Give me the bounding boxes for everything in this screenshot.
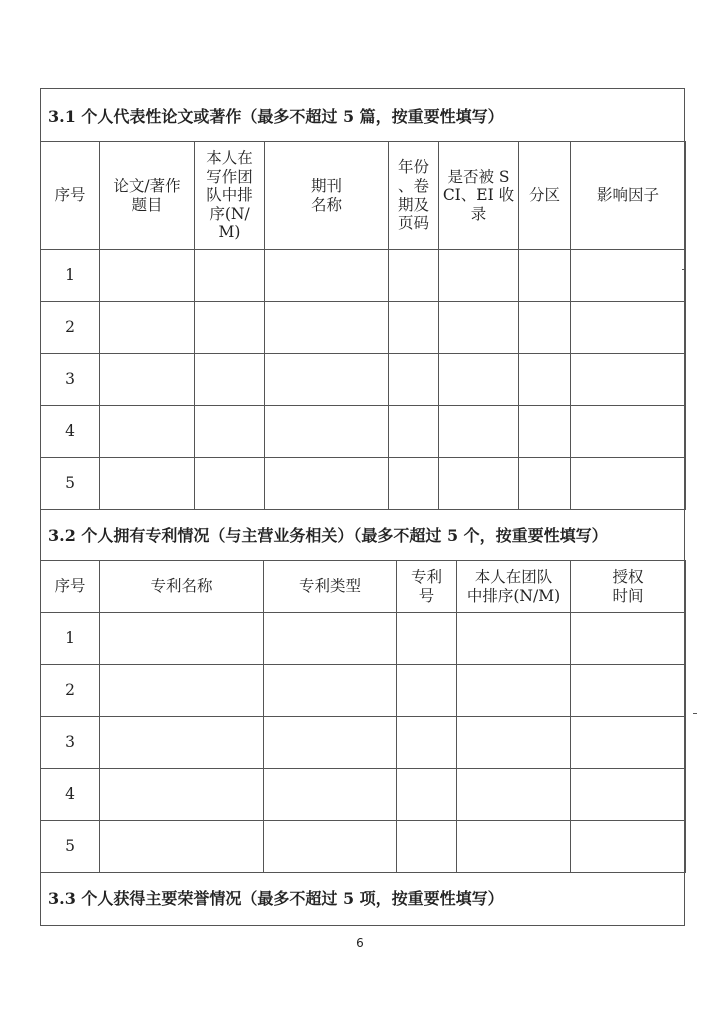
cell-input[interactable] (100, 406, 195, 458)
cell-input[interactable] (571, 354, 686, 406)
cell-input[interactable] (571, 821, 686, 873)
row-index: 1 (41, 250, 100, 302)
patents-header-row (41, 561, 686, 613)
cell-input[interactable] (439, 302, 519, 354)
table-row (41, 250, 686, 302)
table-row (41, 717, 686, 769)
cell-input[interactable] (265, 458, 389, 510)
cell-input[interactable] (100, 769, 264, 821)
cell-input[interactable] (519, 354, 571, 406)
scan-mark (682, 269, 686, 270)
cell-input[interactable] (100, 665, 264, 717)
table-row (41, 458, 686, 510)
cell-input[interactable] (100, 613, 264, 665)
cell-input[interactable] (195, 302, 265, 354)
cell-input[interactable] (571, 406, 686, 458)
cell-input[interactable] (519, 250, 571, 302)
col-header-patent-name: 专利名称 (100, 561, 264, 613)
cell-input[interactable] (265, 250, 389, 302)
cell-input[interactable] (439, 250, 519, 302)
papers-table (40, 141, 686, 510)
col-header-zone: 分区 (519, 142, 571, 250)
cell-input[interactable] (100, 821, 264, 873)
cell-input[interactable] (571, 665, 686, 717)
cell-input[interactable] (397, 665, 457, 717)
cell-input[interactable] (439, 406, 519, 458)
cell-input[interactable] (389, 250, 439, 302)
scan-mark (693, 713, 697, 714)
row-index: 5 (41, 458, 100, 510)
col-header-team-rank: 本人在团队 中排序(N/M) (457, 561, 571, 613)
cell-input[interactable] (389, 302, 439, 354)
cell-input[interactable] (519, 458, 571, 510)
cell-input[interactable] (571, 769, 686, 821)
cell-input[interactable] (265, 302, 389, 354)
cell-input[interactable] (265, 406, 389, 458)
col-header-paper-title: 论文/著作 题目 (100, 142, 195, 250)
cell-input[interactable] (265, 354, 389, 406)
cell-input[interactable] (264, 821, 397, 873)
col-header-indexed: 是否被 S CI、EI 收 录 (439, 142, 519, 250)
col-header-index: 序号 (41, 142, 100, 250)
cell-input[interactable] (264, 717, 397, 769)
page-number: 6 (356, 936, 364, 950)
papers-header-row (41, 142, 686, 250)
cell-input[interactable] (195, 354, 265, 406)
cell-input[interactable] (397, 613, 457, 665)
cell-input[interactable] (571, 302, 686, 354)
cell-input[interactable] (571, 613, 686, 665)
row-index: 3 (41, 354, 100, 406)
cell-input[interactable] (100, 302, 195, 354)
row-index: 2 (41, 302, 100, 354)
cell-input[interactable] (439, 354, 519, 406)
cell-input[interactable] (397, 821, 457, 873)
cell-input[interactable] (100, 717, 264, 769)
cell-input[interactable] (519, 406, 571, 458)
cell-input[interactable] (439, 458, 519, 510)
section-3-1-title: 3.1 个人代表性论文或著作（最多不超过 5 篇，按重要性填写） (48, 106, 504, 126)
row-index: 2 (41, 665, 100, 717)
row-index: 1 (41, 613, 100, 665)
section-3-3-title: 3.3 个人获得主要荣誉情况（最多不超过 5 项，按重要性填写） (48, 888, 504, 908)
cell-input[interactable] (571, 717, 686, 769)
cell-input[interactable] (571, 458, 686, 510)
col-header-index: 序号 (41, 561, 100, 613)
table-row (41, 354, 686, 406)
cell-input[interactable] (195, 406, 265, 458)
row-index: 3 (41, 717, 100, 769)
row-index: 4 (41, 769, 100, 821)
cell-input[interactable] (571, 250, 686, 302)
cell-input[interactable] (519, 302, 571, 354)
table-row (41, 406, 686, 458)
table-row (41, 665, 686, 717)
cell-input[interactable] (457, 665, 571, 717)
col-header-impact-factor: 影响因子 (571, 142, 686, 250)
table-row (41, 613, 686, 665)
col-header-journal: 期刊 名称 (265, 142, 389, 250)
row-index: 5 (41, 821, 100, 873)
col-header-patent-number: 专利 号 (397, 561, 457, 613)
cell-input[interactable] (100, 458, 195, 510)
col-header-patent-type: 专利类型 (264, 561, 397, 613)
table-row (41, 769, 686, 821)
patents-table (40, 560, 686, 873)
col-header-grant-date: 授权 时间 (571, 561, 686, 613)
cell-input[interactable] (100, 250, 195, 302)
cell-input[interactable] (457, 769, 571, 821)
cell-input[interactable] (457, 717, 571, 769)
cell-input[interactable] (389, 406, 439, 458)
cell-input[interactable] (397, 717, 457, 769)
table-row (41, 302, 686, 354)
section-3-2-title: 3.2 个人拥有专利情况（与主营业务相关）（最多不超过 5 个，按重要性填写） (48, 525, 608, 545)
cell-input[interactable] (397, 769, 457, 821)
col-header-author-rank: 本人在 写作团 队中排 序(N/ M) (195, 142, 265, 250)
cell-input[interactable] (389, 458, 439, 510)
col-header-year-volume: 年份 、卷 期及 页码 (389, 142, 439, 250)
cell-input[interactable] (457, 821, 571, 873)
row-index: 4 (41, 406, 100, 458)
cell-input[interactable] (195, 458, 265, 510)
table-row (41, 821, 686, 873)
cell-input[interactable] (100, 354, 195, 406)
cell-input[interactable] (457, 613, 571, 665)
cell-input[interactable] (195, 250, 265, 302)
cell-input[interactable] (264, 613, 397, 665)
cell-input[interactable] (389, 354, 439, 406)
cell-input[interactable] (264, 769, 397, 821)
cell-input[interactable] (264, 665, 397, 717)
